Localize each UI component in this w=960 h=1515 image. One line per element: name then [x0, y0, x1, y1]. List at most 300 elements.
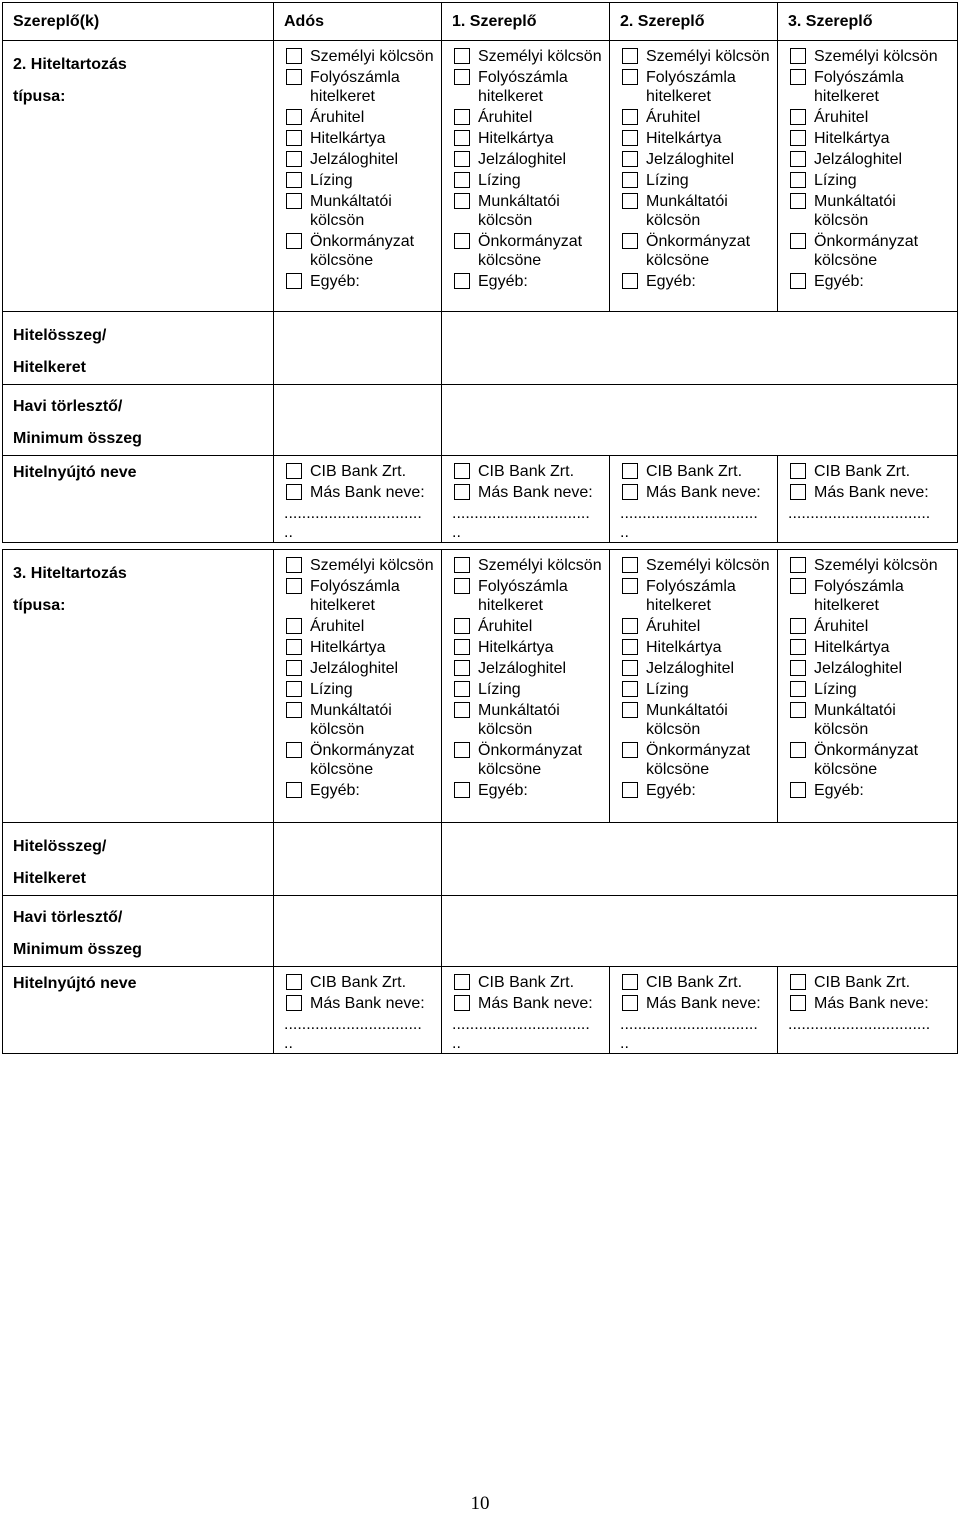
loan-type-option[interactable] [284, 232, 437, 270]
lender-participant-2 [610, 967, 778, 1054]
loan-type-option[interactable] [452, 577, 605, 615]
loan-type-label: Áruhitel [814, 618, 869, 635]
loan-type-label: Egyéb: [646, 782, 696, 799]
loan-type-label: Folyószámla hitelkeret [310, 578, 400, 614]
loan-type-option[interactable] [452, 617, 605, 636]
lender-label: Hitelnyújtó neve [3, 456, 274, 543]
loan-type-label: Munkáltatói kölcsön [478, 702, 560, 738]
loan-type-option[interactable] [284, 68, 437, 106]
checkbox[interactable] [454, 463, 470, 479]
debt-table-2 [2, 2, 958, 543]
checkbox[interactable] [454, 130, 470, 146]
checkbox[interactable] [622, 193, 638, 209]
loan-type-option[interactable] [788, 171, 953, 190]
checkbox[interactable] [286, 484, 302, 500]
header-participant-2: 2. Szereplő [610, 3, 778, 41]
loan-type-option[interactable] [620, 108, 773, 127]
loan-type-label: Lízing [814, 172, 857, 189]
loan-type-label: Önkormányzat kölcsöne [646, 233, 751, 269]
installment-participants[interactable] [442, 896, 958, 967]
other-bank-option-label: Más Bank neve: [814, 995, 929, 1012]
checkbox[interactable] [286, 233, 302, 249]
loan-type-label: Személyi kölcsön [310, 48, 434, 65]
amount-label-line1: Hitelösszeg/ [13, 327, 107, 344]
checkbox[interactable] [454, 48, 470, 64]
checkbox[interactable] [454, 702, 470, 718]
checkbox[interactable] [790, 578, 806, 594]
loan-type-label: Lízing [310, 172, 353, 189]
loan-type-label [3, 41, 274, 312]
loan-type-label: Lízing [814, 681, 857, 698]
checkbox[interactable] [286, 995, 302, 1011]
checkbox[interactable] [454, 69, 470, 85]
checkbox[interactable] [454, 742, 470, 758]
page-number: 10 [470, 1493, 490, 1514]
checkbox[interactable] [454, 578, 470, 594]
loan-type-option[interactable] [284, 781, 437, 800]
loan-type-option[interactable] [620, 272, 773, 291]
loan-type-label: Lízing [478, 681, 521, 698]
checkbox[interactable] [286, 151, 302, 167]
loan-type-label-line2: típusa: [13, 597, 66, 614]
checkbox[interactable] [622, 995, 638, 1011]
checkbox[interactable] [454, 660, 470, 676]
checkbox[interactable] [790, 48, 806, 64]
loan-type-option[interactable] [788, 47, 953, 66]
amount-debtor[interactable] [274, 312, 442, 385]
checkbox[interactable] [622, 130, 638, 146]
checkbox[interactable] [286, 130, 302, 146]
loan-type-option[interactable] [284, 556, 437, 575]
loan-type-option[interactable] [620, 741, 773, 779]
loan-type-option[interactable] [788, 701, 953, 739]
loan-types-participant-3 [778, 41, 958, 312]
loan-type-option[interactable] [452, 232, 605, 270]
installment-row [3, 896, 958, 967]
installment-participants[interactable] [442, 385, 958, 456]
loan-type-label: Egyéb: [814, 782, 864, 799]
cib-bank-option-label: CIB Bank Zrt. [814, 463, 911, 480]
loan-type-label: Áruhitel [310, 618, 365, 635]
other-bank-name-field[interactable]: ................................ [788, 505, 931, 522]
checkbox[interactable] [454, 974, 470, 990]
loan-type-label: Áruhitel [646, 109, 701, 126]
loan-type-option[interactable] [788, 129, 953, 148]
checkbox[interactable] [790, 702, 806, 718]
cib-bank-option[interactable] [620, 462, 773, 481]
loan-type-label: Hitelkártya [310, 130, 386, 147]
amount-debtor[interactable] [274, 823, 442, 896]
loan-type-option[interactable] [284, 171, 437, 190]
loan-type-label: Egyéb: [478, 273, 528, 290]
lender-participant-3 [778, 456, 958, 543]
loan-type-option[interactable] [620, 129, 773, 148]
loan-type-label: Hitelkártya [310, 639, 386, 656]
loan-type-option[interactable] [788, 68, 953, 106]
checkbox[interactable] [790, 193, 806, 209]
amount-row [3, 312, 958, 385]
checkbox[interactable] [622, 48, 638, 64]
checkbox[interactable] [622, 484, 638, 500]
loan-type-option[interactable] [452, 701, 605, 739]
amount-label [3, 823, 274, 896]
loan-type-label: Hitelkártya [646, 639, 722, 656]
loan-type-option[interactable] [620, 781, 773, 800]
checkbox[interactable] [622, 172, 638, 188]
checkbox[interactable] [286, 48, 302, 64]
checkbox[interactable] [622, 742, 638, 758]
loan-type-label: Áruhitel [646, 618, 701, 635]
loan-type-option[interactable] [452, 272, 605, 291]
checkbox[interactable] [454, 109, 470, 125]
checkbox[interactable] [790, 69, 806, 85]
loan-type-label: Személyi kölcsön [478, 48, 602, 65]
loan-type-label: Folyószámla hitelkeret [814, 69, 904, 105]
checkbox[interactable] [454, 557, 470, 573]
cib-bank-option-label: CIB Bank Zrt. [646, 974, 743, 991]
loan-type-label: Jelzáloghitel [478, 151, 567, 168]
lender-participant-3 [778, 967, 958, 1054]
checkbox[interactable] [622, 233, 638, 249]
checkbox[interactable] [454, 233, 470, 249]
checkbox[interactable] [454, 639, 470, 655]
loan-type-option[interactable] [452, 680, 605, 699]
checkbox[interactable] [790, 557, 806, 573]
loan-type-label: Személyi kölcsön [310, 557, 434, 574]
lender-row [3, 456, 958, 543]
checkbox[interactable] [454, 681, 470, 697]
loan-type-label: Önkormányzat kölcsöne [310, 233, 415, 269]
loan-types-participant-2 [610, 550, 778, 823]
loan-type-option[interactable] [788, 680, 953, 699]
other-bank-name-field-cont: .. [452, 524, 461, 541]
checkbox[interactable] [622, 681, 638, 697]
other-bank-option[interactable] [620, 994, 773, 1013]
installment-label [3, 896, 274, 967]
loan-type-option[interactable] [788, 638, 953, 657]
checkbox[interactable] [622, 702, 638, 718]
checkbox[interactable] [622, 557, 638, 573]
loan-type-option[interactable] [284, 272, 437, 291]
cib-bank-option-label: CIB Bank Zrt. [646, 463, 743, 480]
cib-bank-option[interactable] [284, 973, 437, 992]
other-bank-option[interactable] [284, 483, 437, 502]
loan-type-option[interactable] [284, 577, 437, 615]
loan-type-option[interactable] [284, 617, 437, 636]
other-bank-option[interactable] [452, 994, 605, 1013]
amount-label-line2: Hitelkeret [13, 359, 86, 376]
loan-type-option[interactable] [284, 150, 437, 169]
checkbox[interactable] [286, 557, 302, 573]
other-bank-option[interactable] [788, 994, 953, 1013]
loan-type-label-line1: 2. Hiteltartozás [13, 56, 127, 73]
loan-type-label: Folyószámla hitelkeret [478, 578, 568, 614]
loan-type-label: Munkáltatói kölcsön [310, 702, 392, 738]
loan-type-option[interactable] [620, 701, 773, 739]
other-bank-name-field[interactable]: ............................... [284, 505, 422, 522]
loan-type-label: Munkáltatói kölcsön [814, 702, 896, 738]
loan-type-label: Lízing [646, 681, 689, 698]
loan-type-option[interactable] [452, 68, 605, 106]
checkbox[interactable] [790, 974, 806, 990]
checkbox[interactable] [790, 130, 806, 146]
installment-label-line1: Havi törlesztő/ [13, 398, 123, 415]
checkbox[interactable] [286, 660, 302, 676]
loan-type-label: Áruhitel [814, 109, 869, 126]
other-bank-name-field[interactable]: ................................ [788, 1016, 931, 1033]
checkbox[interactable] [286, 782, 302, 798]
checkbox[interactable] [286, 974, 302, 990]
loan-type-option[interactable] [452, 108, 605, 127]
amount-participants[interactable] [442, 312, 958, 385]
header-row [3, 3, 958, 41]
other-bank-option-label: Más Bank neve: [646, 995, 761, 1012]
checkbox[interactable] [790, 995, 806, 1011]
loan-type-label-line1: 3. Hiteltartozás [13, 565, 127, 582]
other-bank-option[interactable] [452, 483, 605, 502]
loan-type-option[interactable] [284, 659, 437, 678]
checkbox[interactable] [622, 660, 638, 676]
other-bank-name-field-cont: .. [284, 524, 293, 541]
amount-label-line1: Hitelösszeg/ [13, 838, 107, 855]
loan-type-option[interactable] [788, 272, 953, 291]
checkbox[interactable] [790, 273, 806, 289]
other-bank-name-field-cont: .. [620, 524, 629, 541]
checkbox[interactable] [622, 69, 638, 85]
loan-type-label: Hitelkártya [646, 130, 722, 147]
loan-type-option[interactable] [788, 617, 953, 636]
checkbox[interactable] [790, 484, 806, 500]
loan-type-option[interactable] [620, 680, 773, 699]
checkbox[interactable] [622, 151, 638, 167]
loan-type-option[interactable] [788, 150, 953, 169]
loan-type-label: Jelzáloghitel [814, 151, 903, 168]
cib-bank-option-label: CIB Bank Zrt. [814, 974, 911, 991]
checkbox[interactable] [286, 193, 302, 209]
loan-type-option[interactable] [284, 638, 437, 657]
loan-type-label: Jelzáloghitel [814, 660, 903, 677]
loan-type-option[interactable] [452, 741, 605, 779]
loan-type-option[interactable] [788, 577, 953, 615]
checkbox[interactable] [790, 742, 806, 758]
checkbox[interactable] [286, 463, 302, 479]
loan-type-label: Önkormányzat kölcsöne [310, 742, 415, 778]
other-bank-name-field-cont: .. [284, 1035, 293, 1052]
other-bank-name-field[interactable]: ............................... [452, 505, 590, 522]
loan-type-option[interactable] [788, 192, 953, 230]
checkbox[interactable] [454, 484, 470, 500]
loan-type-option[interactable] [620, 150, 773, 169]
loan-type-option[interactable] [452, 659, 605, 678]
loan-type-label: Munkáltatói kölcsön [646, 193, 728, 229]
checkbox[interactable] [790, 618, 806, 634]
loan-type-label: Személyi kölcsön [646, 48, 770, 65]
loan-type-option[interactable] [788, 556, 953, 575]
loan-type-label: Lízing [646, 172, 689, 189]
checkbox[interactable] [286, 681, 302, 697]
loan-type-option[interactable] [620, 638, 773, 657]
loan-type-option[interactable] [284, 108, 437, 127]
checkbox[interactable] [622, 109, 638, 125]
loan-type-label: Jelzáloghitel [310, 151, 399, 168]
checkbox[interactable] [790, 660, 806, 676]
checkbox[interactable] [790, 172, 806, 188]
checkbox[interactable] [454, 151, 470, 167]
cib-bank-option[interactable] [788, 462, 953, 481]
cib-bank-option[interactable] [620, 973, 773, 992]
loan-type-option[interactable] [620, 556, 773, 575]
checkbox[interactable] [622, 578, 638, 594]
loan-type-option[interactable] [452, 171, 605, 190]
cib-bank-option[interactable] [452, 462, 605, 481]
other-bank-option[interactable] [620, 483, 773, 502]
installment-label-line1: Havi törlesztő/ [13, 909, 123, 926]
loan-types-participant-1 [442, 550, 610, 823]
checkbox[interactable] [454, 273, 470, 289]
loan-types-debtor [274, 41, 442, 312]
loan-type-option[interactable] [788, 741, 953, 779]
loan-type-option[interactable] [284, 741, 437, 779]
header-participants: Szereplő(k) [3, 3, 274, 41]
checkbox[interactable] [622, 463, 638, 479]
loan-type-option[interactable] [788, 232, 953, 270]
checkbox[interactable] [790, 109, 806, 125]
loan-type-label: Áruhitel [310, 109, 365, 126]
amount-label [3, 312, 274, 385]
lender-participant-2 [610, 456, 778, 543]
loan-type-label: Egyéb: [478, 782, 528, 799]
other-bank-option-label: Más Bank neve: [478, 995, 593, 1012]
checkbox[interactable] [286, 172, 302, 188]
checkbox[interactable] [790, 151, 806, 167]
loan-type-label: Személyi kölcsön [814, 48, 938, 65]
other-bank-option[interactable] [284, 994, 437, 1013]
checkbox[interactable] [454, 782, 470, 798]
loan-type-label: Folyószámla hitelkeret [646, 69, 736, 105]
checkbox[interactable] [790, 782, 806, 798]
checkbox[interactable] [790, 681, 806, 697]
loan-type-label: Személyi kölcsön [478, 557, 602, 574]
other-bank-name-field[interactable]: ............................... [620, 1016, 758, 1033]
amount-participants[interactable] [442, 823, 958, 896]
loan-type-option[interactable] [452, 150, 605, 169]
other-bank-name-field[interactable]: ............................... [284, 1016, 422, 1033]
loan-type-option[interactable] [788, 781, 953, 800]
loan-type-label: Folyószámla hitelkeret [310, 69, 400, 105]
lender-row [3, 967, 958, 1054]
loan-type-label: Egyéb: [646, 273, 696, 290]
other-bank-name-field[interactable]: ............................... [452, 1016, 590, 1033]
loan-type-option[interactable] [452, 47, 605, 66]
checkbox[interactable] [286, 69, 302, 85]
cib-bank-option[interactable] [452, 973, 605, 992]
loan-type-option[interactable] [620, 192, 773, 230]
other-bank-option-label: Más Bank neve: [310, 484, 425, 501]
loan-type-option[interactable] [452, 781, 605, 800]
loan-type-label: Személyi kölcsön [814, 557, 938, 574]
loan-type-option[interactable] [620, 171, 773, 190]
loan-type-label: Önkormányzat kölcsöne [814, 233, 919, 269]
checkbox[interactable] [454, 618, 470, 634]
loan-type-option[interactable] [452, 192, 605, 230]
loan-type-option[interactable] [620, 68, 773, 106]
checkbox[interactable] [286, 639, 302, 655]
checkbox[interactable] [790, 639, 806, 655]
checkbox[interactable] [622, 782, 638, 798]
checkbox[interactable] [286, 273, 302, 289]
loan-type-option[interactable] [284, 680, 437, 699]
loan-type-option[interactable] [452, 638, 605, 657]
loan-type-option[interactable] [788, 659, 953, 678]
loan-type-label: Áruhitel [478, 109, 533, 126]
lender-label: Hitelnyújtó neve [3, 967, 274, 1054]
loan-type-option[interactable] [788, 108, 953, 127]
checkbox[interactable] [286, 578, 302, 594]
installment-debtor[interactable] [274, 385, 442, 456]
cib-bank-option[interactable] [284, 462, 437, 481]
loan-type-option[interactable] [620, 617, 773, 636]
loan-type-row [3, 550, 958, 823]
loan-type-option[interactable] [452, 556, 605, 575]
loan-type-option[interactable] [284, 129, 437, 148]
checkbox[interactable] [454, 193, 470, 209]
checkbox[interactable] [622, 639, 638, 655]
checkbox[interactable] [622, 273, 638, 289]
checkbox[interactable] [790, 463, 806, 479]
loan-type-label: Jelzáloghitel [646, 151, 735, 168]
checkbox[interactable] [286, 618, 302, 634]
loan-type-option[interactable] [284, 701, 437, 739]
loan-type-option[interactable] [620, 232, 773, 270]
loan-type-label: Munkáltatói kölcsön [478, 193, 560, 229]
lender-debtor [274, 456, 442, 543]
loan-type-option[interactable] [620, 47, 773, 66]
loan-type-option[interactable] [452, 129, 605, 148]
installment-row [3, 385, 958, 456]
loan-type-label: Hitelkártya [478, 130, 554, 147]
other-bank-name-field[interactable]: ............................... [620, 505, 758, 522]
loan-type-option[interactable] [284, 47, 437, 66]
loan-type-label: Munkáltatói kölcsön [310, 193, 392, 229]
loan-types-participant-1 [442, 41, 610, 312]
checkbox[interactable] [454, 172, 470, 188]
other-bank-name-field-cont: .. [620, 1035, 629, 1052]
checkbox[interactable] [622, 974, 638, 990]
checkbox[interactable] [286, 742, 302, 758]
loan-type-label: Hitelkártya [814, 130, 890, 147]
checkbox[interactable] [790, 233, 806, 249]
loan-type-option[interactable] [620, 577, 773, 615]
checkbox[interactable] [286, 702, 302, 718]
loan-type-option[interactable] [284, 192, 437, 230]
cib-bank-option-label: CIB Bank Zrt. [478, 463, 575, 480]
other-bank-option-label: Más Bank neve: [646, 484, 761, 501]
checkbox[interactable] [622, 618, 638, 634]
amount-row [3, 823, 958, 896]
loan-types-participant-2 [610, 41, 778, 312]
loan-type-label: Folyószámla hitelkeret [646, 578, 736, 614]
loan-type-option[interactable] [620, 659, 773, 678]
checkbox[interactable] [286, 109, 302, 125]
loan-type-label: Áruhitel [478, 618, 533, 635]
cib-bank-option-label: CIB Bank Zrt. [310, 974, 407, 991]
loan-type-label: Hitelkártya [814, 639, 890, 656]
checkbox[interactable] [454, 995, 470, 1011]
installment-debtor[interactable] [274, 896, 442, 967]
other-bank-option[interactable] [788, 483, 953, 502]
cib-bank-option[interactable] [788, 973, 953, 992]
loan-type-label: Lízing [478, 172, 521, 189]
